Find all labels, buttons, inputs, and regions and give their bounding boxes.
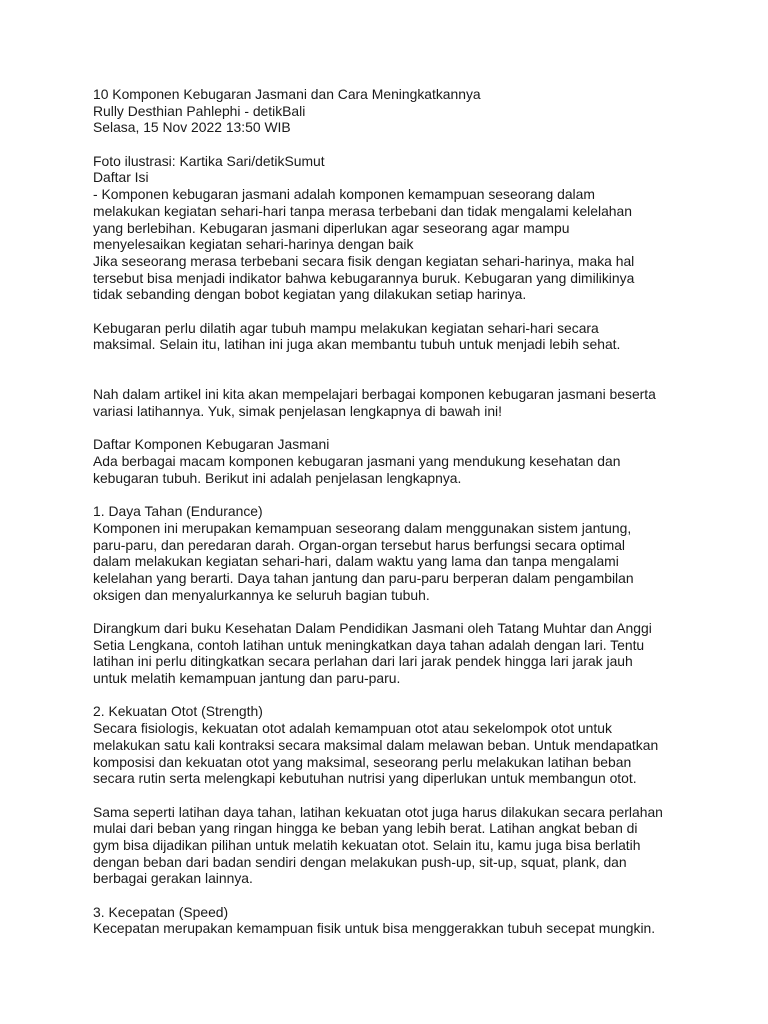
spacer — [93, 787, 693, 804]
article-author: Rully Desthian Pahlephi - detikBali — [93, 102, 306, 119]
spacer — [93, 136, 693, 153]
text-line: mulai dari beban yang ringan hingga ke beban yang lebih berat. Latihan angkat beban di — [93, 820, 638, 837]
text-line: melakukan kegiatan sehari-hari tanpa merasa terbebani dan tidak mengalami kelelahan — [93, 202, 632, 219]
section-heading: 3. Kecepatan (Speed) — [93, 903, 229, 920]
endurance-paragraph — [93, 520, 693, 603]
article-body — [93, 86, 693, 937]
photo-credit: Foto ilustrasi: Kartika Sari/detikSumut — [93, 152, 325, 169]
text-line: secara rutin serta melengkapi kebutuhan nutrisi yang diperlukan untuk membangun otot. — [93, 770, 637, 787]
text-line: kelelahan yang berarti. Daya tahan jantung dan paru-paru berperan dalam pengambilan — [93, 569, 634, 586]
speed-paragraph — [93, 920, 693, 937]
text-line: komposisi dan kekuatan otot yang maksimal, seseorang perlu melakukan latihan beban — [93, 753, 632, 770]
endurance-example-paragraph — [93, 620, 693, 687]
text-line: tersebut bisa menjadi indikator bahwa kebugarannya buruk. Kebugaran yang dimilikinya — [93, 269, 635, 286]
text-line: maksimal. Selain itu, latihan ini juga akan membantu tubuh untuk menjadi lebih sehat. — [93, 336, 621, 353]
text-line: Nah dalam artikel ini kita akan mempelajari berbagai komponen kebugaran jasmani beserta — [93, 386, 656, 403]
spacer — [93, 687, 693, 704]
text-line: untuk melatih kemampuan jantung dan paru-paru. — [93, 670, 401, 687]
training-paragraph — [93, 320, 693, 353]
text-line: tidak sebanding dengan bobot kegiatan yang dilakukan setiap harinya. — [93, 286, 527, 303]
intro-paragraph — [93, 186, 693, 303]
text-line: kebugaran tubuh. Berikut ini adalah penjelasan lengkapnya. — [93, 469, 462, 486]
text-line: Ada berbagai macam komponen kebugaran jasmani yang mendukung kesehatan dan — [93, 453, 621, 470]
learn-paragraph — [93, 386, 693, 419]
text-line: Dirangkum dari buku Kesehatan Dalam Pendidikan Jasmani oleh Tatang Muhtar dan Anggi — [93, 620, 652, 636]
section-heading: 1. Daya Tahan (Endurance) — [93, 503, 263, 520]
text-line: Kebugaran perlu dilatih agar tubuh mampu melakukan kegiatan sehari-hari secara — [93, 319, 599, 336]
text-line: Jika seseorang merasa terbebani secara fisik dengan kegiatan sehari-harinya, maka hal — [93, 252, 635, 269]
spacer — [93, 370, 693, 387]
spacer — [93, 603, 693, 620]
text-line: Setia Lengkana, contoh latihan untuk meningkatkan daya tahan adalah dengan lari. Tentu — [93, 636, 645, 653]
text-line: Sama seperti latihan daya tahan, latihan kekuatan otot juga harus dilakukan secara perlahan — [93, 803, 663, 820]
spacer — [93, 303, 693, 320]
text-line: menyelesaikan kegiatan sehari-harinya dengan baik — [93, 236, 414, 253]
text-line: oksigen dan menyalurkannya ke seluruh bagian tubuh. — [93, 586, 430, 603]
text-line: Kecepatan merupakan kemampuan fisik untuk bisa menggerakkan tubuh secepat mungkin. — [93, 920, 656, 937]
text-line: variasi latihannya. Yuk, simak penjelasan lengkapnya di bawah ini! — [93, 403, 502, 420]
list-intro-paragraph — [93, 453, 693, 486]
text-line: dalam melakukan kegiatan sehari-hari, dalam waktu yang lama dan tanpa mengalami — [93, 553, 619, 570]
strength-example-paragraph — [93, 804, 693, 887]
text-line: Komponen ini merupakan kemampuan seseorang dalam menggunakan sistem jantung, — [93, 519, 632, 536]
text-line: - Komponen kebugaran jasmani adalah komponen kemampuan seseorang dalam — [93, 186, 595, 203]
text-line: melakukan satu kali kontraksi secara maksimal dalam melawan beban. Untuk mendapatkan — [93, 736, 659, 753]
text-line: dengan beban dari badan sendiri dengan melakukan push-up, sit-up, squat, plank, dan — [93, 853, 627, 870]
spacer — [93, 420, 693, 437]
text-line: gym bisa dijadikan pilihan untuk melatih kekuatan otot. Selain itu, kamu juga bisa berlatih — [93, 836, 641, 853]
article-title: 10 Komponen Kebugaran Jasmani dan Cara Meningkatkannya — [93, 86, 481, 102]
section-heading: 2. Kekuatan Otot (Strength) — [93, 703, 263, 720]
spacer — [93, 887, 693, 904]
section-heading: Daftar Komponen Kebugaran Jasmani — [93, 436, 330, 453]
text-line: latihan ini perlu ditingkatkan secara perlahan dari lari jarak pendek hingga lari jarak jauh — [93, 653, 633, 670]
article-date: Selasa, 15 Nov 2022 13:50 WIB — [93, 119, 291, 136]
text-line: berbagai gerakan lainnya. — [93, 870, 253, 887]
text-line: paru-paru, dan peredaran darah. Organ-organ tersebut harus berfungsi secara optimal — [93, 536, 626, 553]
spacer — [93, 353, 693, 370]
text-line: Secara fisiologis, kekuatan otot adalah kemampuan otot atau sekelompok otot untuk — [93, 720, 612, 737]
strength-paragraph — [93, 720, 693, 787]
toc-heading: Daftar Isi — [93, 169, 149, 186]
text-line: yang berlebihan. Kebugaran jasmani diperlukan agar seseorang agar mampu — [93, 219, 570, 236]
spacer — [93, 487, 693, 504]
